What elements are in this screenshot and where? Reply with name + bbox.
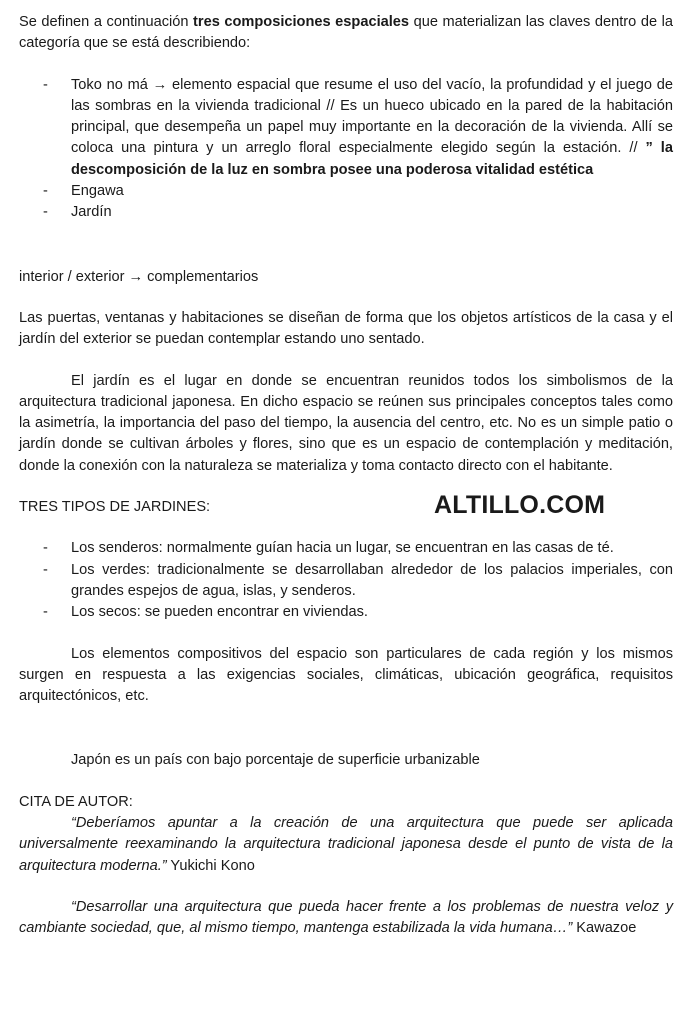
quote-author: Kawazoe [572,920,637,937]
quote-text: “Desarrollar una arquitectura que pueda hacer frente a los problemas de nuestra veloz y cambiante sociedad, que, al mismo tiempo, mantenga estabilizada la vida humana…” [19,898,673,937]
list-item-jardin: - Jardín [19,202,673,223]
gardens-heading: TRES TIPOS DE JARDINES: [19,499,211,516]
intro-text-end: que materializan las claves dentro de la categoría que se está describiendo: [19,14,673,52]
quote-author: Yukichi Kono [166,857,255,874]
quote-kawazoe [19,897,673,940]
watermark: ALTILLO.COM [434,491,606,520]
document-page [19,12,673,940]
list-item-engawa: - Engawa [19,181,673,202]
quote-kono [19,813,673,877]
compositions-list [19,75,673,224]
toko-bold-text: ” la descomposición de la luz en sombra posee una poderosa vitalidad estética [71,140,673,178]
intro-text: Se definen a continuación [19,14,194,30]
elements-paragraph: Los elementos compositivos del espacio son particulares de cada región y los mismos surgen en respuesta a las exigencias sociales, climáticas, ubicación geográfica, requisitos arquitectónicos, etc. [19,645,673,705]
japan-paragraph: Japón es un país con bajo porcentaje de superficie urbanizable [71,752,480,769]
quotes-heading: CITA DE AUTOR: [19,793,133,810]
intro-paragraph [19,12,673,55]
list-item: - Los verdes: tradicionalmente se desarrollaban alrededor de los palacios imperiales, con grandes espejos de agua, islas, y senderos. [19,560,673,603]
gardens-heading-row [19,491,673,520]
intro-bold-text: tres composiciones espaciales [193,14,410,30]
list-item: - Los senderos: normalmente guían hacia un lugar, se encuentran en las casas de té. [19,538,673,559]
list-item-toko: - Toko no má → elemento espacial que resume el uso del vacío, la profundidad y el juego de las sombras en la vivienda tradicional // Es un hueco ubicado en la pared de la habitación principal, que desempeña un papel muy importante en la decoración de la vivienda. Allí se coloca una pintura y un arreglo floral especialmente elegido según la estación. // ” la descomposición de la luz en sombra posee una poderosa vitalidad estética [19,75,673,181]
garden-paragraph: El jardín es el lugar en donde se encuentran reunidos todos los simbolismos de la arquitectura tradicional japonesa. En dicho espacio se reúnen sus principales conceptos tales como la asimetría, la importancia del paso del tiempo, la ausencia del centro, etc. No es un simple patio o jardín donde se cultivan árboles y flores, sino que es un espacio de contemplación y meditación, donde la conexión con la naturaleza se materializa y toma contacto directo con el habitante. [19,372,673,474]
doors-paragraph: Las puertas, ventanas y habitaciones se diseñan de forma que los objetos artísticos de la casa y el jardín del exterior se puedan contemplar estando uno sentado. [19,309,673,348]
list-item: - Los secos: se pueden encontrar en viviendas. [19,602,673,623]
gardens-list [19,538,673,623]
quote-text: “Deberíamos apuntar a la creación de una arquitectura que puede ser aplicada universalmente reexaminando la arquitectura tradicional japonesa desde el punto de vista de la arquitectura moderna.” [19,815,673,874]
interior-exterior-line: interior / exterior → complementarios [19,268,259,285]
